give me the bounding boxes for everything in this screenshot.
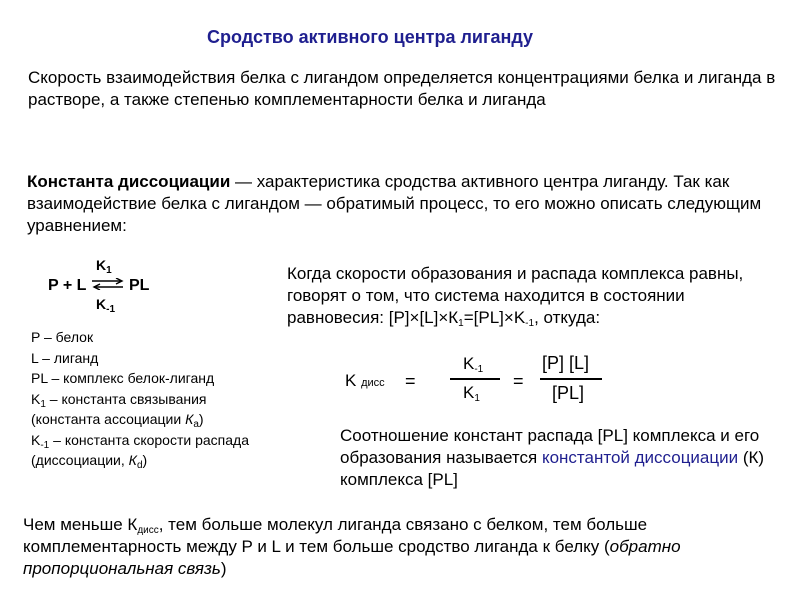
reaction-reactants: P + L	[48, 277, 87, 294]
k-reverse-label: $K_{-1}$	[96, 296, 116, 315]
legend-pl: PL – комплекс белок-лиганд	[31, 370, 215, 386]
equilibrium-paragraph: Когда скорости образования и распада комплекса равны, говорят о том, что система находится в состоянии равновесия: $[P]\times[L]\times К_1=[PL]\times K_{-1}$, откуда:	[287, 264, 744, 329]
equals-sign-2: =	[513, 371, 524, 391]
dissociation-constant-term: константой диссоциации	[541, 448, 739, 467]
legend-km1: $K_{-1}$ – константа скорости распада	[31, 431, 249, 451]
legend-l: L – лиганд	[31, 349, 99, 366]
inverse-relation-note: обратно пропорциональная связь	[23, 537, 681, 578]
legend-k1-assoc: (константа ассоциации $К_а$)	[31, 411, 204, 430]
dissociation-text: — характеристика сродства активного центра лиганду. Так как взаимодействие белка с лигандом — обратимый процесс, то его можно описать следующим уравнением:	[27, 172, 762, 235]
conclusion-paragraph: Чем меньше $К_{дисс}$, тем больше молекул лиганда связано с белком, тем больше комплементарность между P и L и тем больше сродство лиганда к белку (обратно пропорциональная связь)	[23, 515, 681, 578]
ratio-paragraph: Соотношение констант распада [PL] комплекса и его образования называется константой диссоциации (К) комплекса [PL]	[340, 426, 765, 489]
fraction-bar-2	[540, 378, 602, 380]
kdiss-formula	[340, 353, 640, 413]
equilibrium-arrows	[92, 278, 124, 290]
k1-denominator: $K_1$	[463, 383, 480, 404]
k-minus1-numerator: $K_{-1}$	[463, 354, 484, 375]
equals-sign-1: =	[405, 371, 416, 391]
legend-p: P – белок	[31, 329, 94, 345]
intro-paragraph: Скорость взаимодействия белка с лигандом определяется концентрациями белка и лиганда в растворе, а также степенью комплементарности белка и лиганда	[28, 68, 776, 109]
k-forward-label: $K_1$	[96, 257, 112, 276]
pl-denominator: [PL]	[552, 383, 585, 403]
fraction-bar-1	[450, 378, 500, 380]
slide-title: Сродство активного центра лиганду	[207, 27, 533, 47]
p-l-numerator: [P] [L]	[542, 353, 590, 373]
legend-km1-dissoc: (диссоциации, $К_d$)	[31, 452, 148, 471]
kdiss-symbol: K дисс	[345, 371, 385, 390]
dissociation-term: Константа диссоциации	[27, 172, 231, 191]
legend-k1: $K_1$ – константа связывания	[31, 390, 207, 410]
reaction-equation	[40, 259, 210, 319]
dissociation-paragraph	[27, 171, 797, 237]
reaction-product: PL	[129, 277, 150, 294]
notation-legend	[31, 327, 321, 471]
